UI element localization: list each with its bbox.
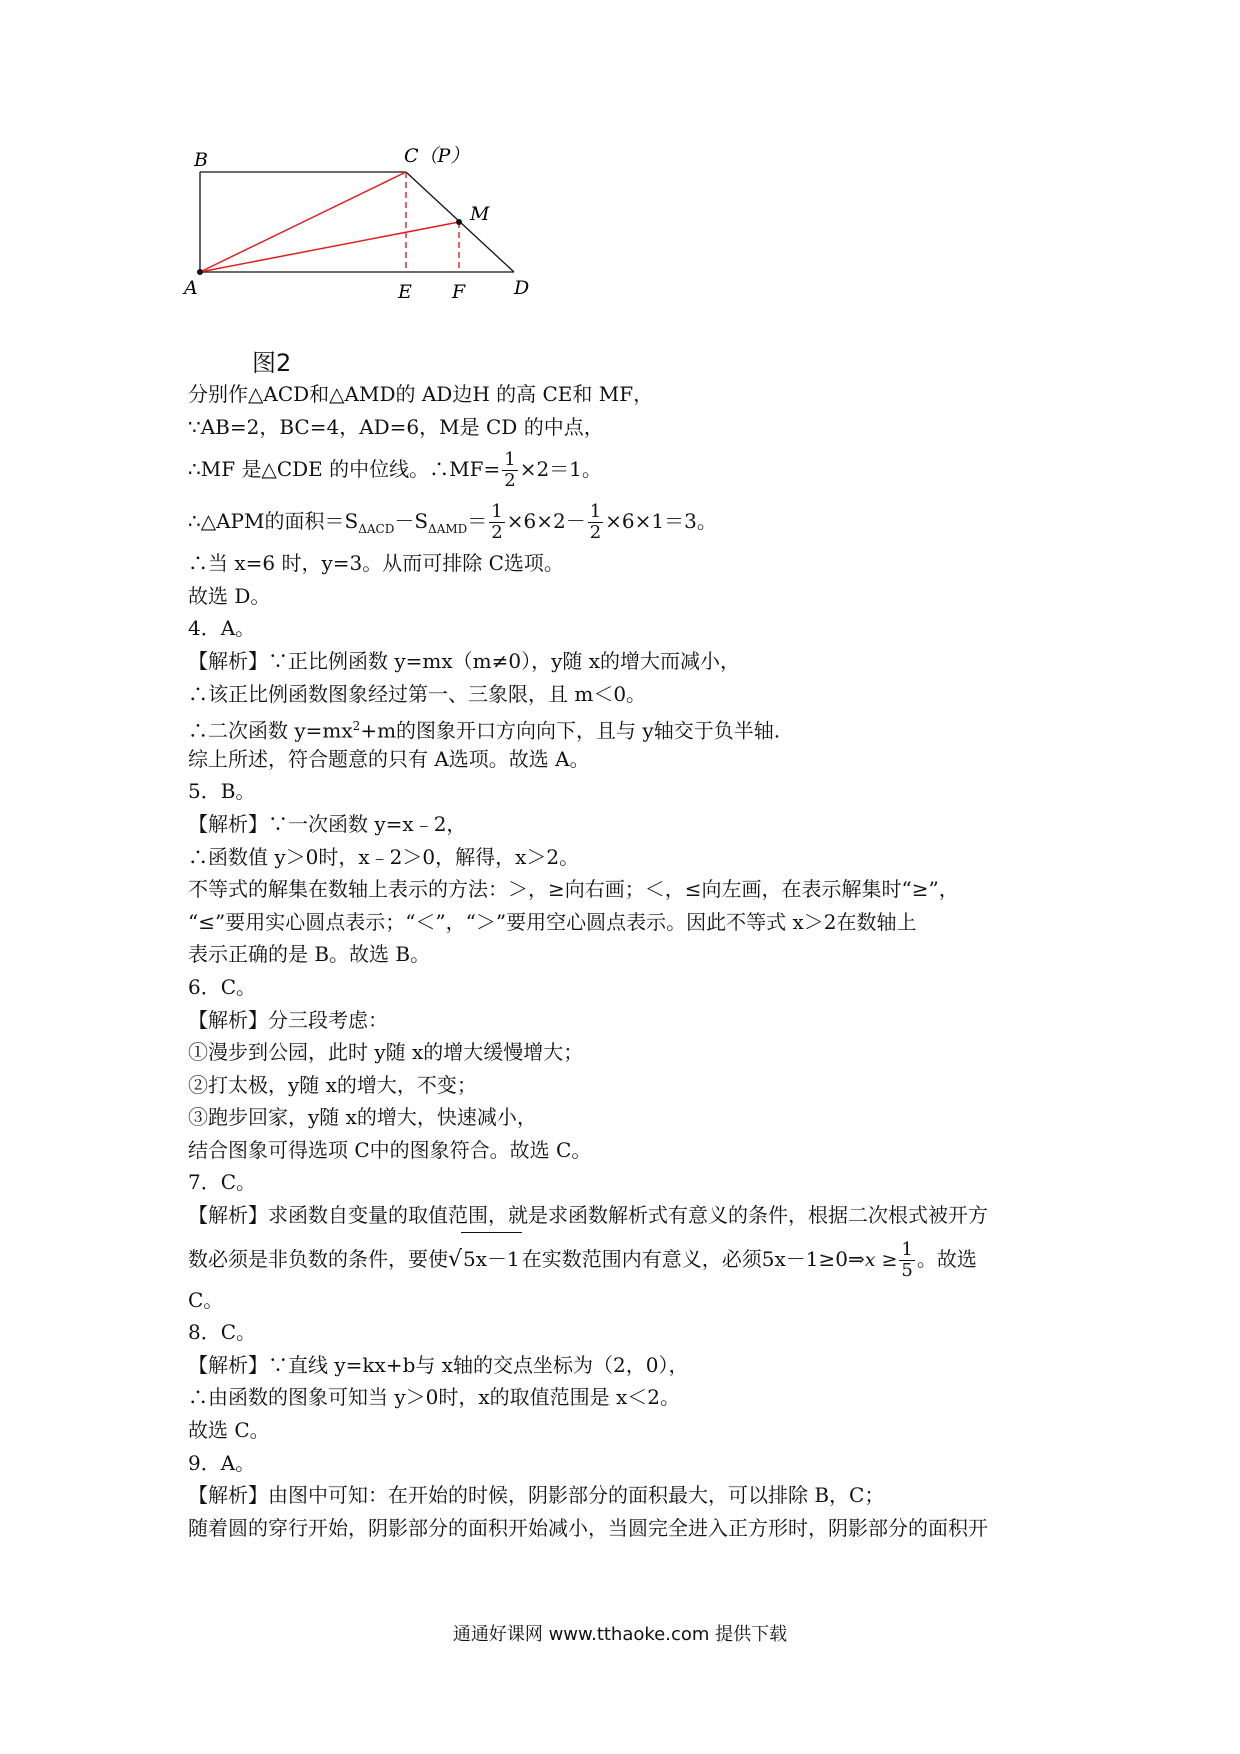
text-line: 不等式的解集在数轴上表示的方法：＞，≥向右画；＜，≤向左画，在表示解集时“≥”， bbox=[188, 877, 959, 902]
text-fragment: ∴MF 是△CDE 的中位线。∴MF= bbox=[188, 457, 501, 482]
text-line: 分别作△ACD和△AMD的 AD边H 的高 CE和 MF， bbox=[188, 382, 654, 406]
text-line: 综上所述，符合题意的只有 A选项。故选 A。 bbox=[188, 746, 590, 771]
label-A: A bbox=[184, 277, 198, 299]
text-line: 【解析】∵一次函数 y=x﹣2， bbox=[188, 811, 467, 836]
solution-text bbox=[188, 378, 1068, 1544]
text-fragment: x ≥ bbox=[864, 1248, 898, 1271]
text-line: ∴当 x=6 时，y=3。从而可排除 C选项。 bbox=[188, 551, 564, 576]
text-line: ③跑步回家，y随 x的增大，快速减小， bbox=[188, 1105, 537, 1130]
fraction-fifth bbox=[899, 1240, 914, 1281]
text-line: 随着圆的穿行开始，阴影部分的面积开始减小，当圆完全进入正方形时，阴影部分的面积开 bbox=[188, 1515, 988, 1540]
text-line: 4．A。 bbox=[188, 616, 256, 641]
point-M bbox=[456, 219, 462, 225]
subscript: ΔAMD bbox=[428, 522, 468, 537]
text-fragment: +m的图象开口方向向下，且与 y轴交于负半轴. bbox=[360, 718, 781, 743]
text-fragment: 。故选 bbox=[916, 1246, 977, 1271]
text-line: 故选 D。 bbox=[188, 583, 271, 608]
label-E: E bbox=[398, 281, 412, 303]
text-fragment: ×6×1＝3。 bbox=[605, 509, 717, 534]
text-line: ①漫步到公园，此时 y随 x的增大缓慢增大； bbox=[188, 1040, 584, 1065]
text-line: 6．C。 bbox=[188, 974, 257, 999]
denominator: 2 bbox=[491, 522, 503, 544]
denominator: 2 bbox=[504, 470, 516, 492]
text-line: 9．A。 bbox=[188, 1450, 256, 1475]
text-line: ∵AB=2，BC=4，AD=6，M是 CD 的中点， bbox=[188, 414, 604, 439]
segment-AC bbox=[200, 172, 406, 272]
text-fragment: ×2＝1。 bbox=[519, 457, 602, 482]
fraction-half bbox=[502, 450, 517, 491]
text-fragment: 数必须是非负数的条件，要使 bbox=[188, 1246, 448, 1271]
text-line bbox=[188, 495, 1068, 547]
text-line: 【解析】分三段考虑： bbox=[188, 1007, 388, 1032]
text-fragment: ∴△APM的面积＝S bbox=[188, 509, 359, 534]
text-line: ∴该正比例函数图象经过第一、三象限，且 m＜0。 bbox=[188, 681, 647, 706]
text-fragment: 在实数范围内有意义，必须 bbox=[521, 1246, 762, 1271]
label-B: B bbox=[194, 149, 208, 171]
denominator: 2 bbox=[589, 522, 602, 544]
label-M: M bbox=[470, 203, 490, 225]
text-fragment: ∴二次函数 y=mx bbox=[188, 718, 353, 743]
text-fragment: ×6×2－ bbox=[506, 509, 586, 534]
denominator: 5 bbox=[901, 1259, 913, 1281]
text-line: 【解析】求函数自变量的取值范围，就是求函数解析式有意义的条件，根据二次根式被开方 bbox=[188, 1203, 988, 1228]
numerator: 1 bbox=[901, 1238, 913, 1260]
figure-caption: 图2 bbox=[252, 349, 292, 377]
text-fragment: 5x－1≥0⇒ bbox=[761, 1246, 865, 1271]
text-line: ∴函数值 y＞0时，x﹣2＞0，解得，x＞2。 bbox=[188, 844, 580, 869]
text-line: 结合图象可得选项 C中的图象符合。故选 C。 bbox=[188, 1137, 592, 1162]
page-footer: 通通好课网 www.tthaoke.com 提供下载 bbox=[452, 1624, 788, 1645]
text-line bbox=[188, 710, 1068, 743]
superscript: 2 bbox=[352, 719, 361, 734]
subscript: ΔACD bbox=[358, 522, 395, 537]
text-line: 故选 C。 bbox=[188, 1418, 270, 1443]
text-line: ∴由函数的图象可知当 y＞0时，x的取值范围是 x＜2。 bbox=[188, 1385, 681, 1410]
label-D: D bbox=[514, 277, 530, 299]
text-line: 8．C。 bbox=[188, 1320, 257, 1345]
text-line: 5．B。 bbox=[188, 779, 256, 804]
text-line: 【解析】∵正比例函数 y=mx（m≠0），y随 x的增大而减小， bbox=[188, 648, 741, 673]
text-fragment: －S bbox=[394, 509, 429, 534]
text-line: 【解析】∵直线 y=kx+b与 x轴的交点坐标为（2，0）， bbox=[188, 1352, 689, 1377]
text-line: ②打太极，y随 x的增大，不变； bbox=[188, 1072, 477, 1097]
text-line: “≤”要用实心圆点表示；“＜”，“＞”要用空心圆点表示。因此不等式 x＞2在数轴上 bbox=[188, 909, 917, 934]
segment-AM bbox=[200, 222, 459, 272]
text-line: 7．C。 bbox=[188, 1170, 257, 1195]
numerator: 1 bbox=[589, 501, 602, 523]
numerator: 1 bbox=[504, 449, 516, 471]
text-line: C。 bbox=[188, 1287, 224, 1312]
label-C: C（P） bbox=[404, 145, 470, 167]
text-line: 【解析】由图中可知：在开始的时候，阴影部分的面积最大，可以排除 B，C； bbox=[188, 1483, 885, 1508]
point-A bbox=[197, 269, 203, 275]
numerator: 1 bbox=[491, 501, 503, 523]
text-line bbox=[188, 1232, 1068, 1284]
fraction-half bbox=[588, 502, 603, 543]
fraction-half bbox=[489, 502, 504, 543]
text-fragment: ＝ bbox=[467, 509, 488, 534]
radical-sign: √ bbox=[448, 1246, 463, 1272]
radicand: 5x－1 bbox=[461, 1232, 522, 1285]
text-line: 表示正确的是 B。故选 B。 bbox=[188, 942, 431, 967]
text-line bbox=[188, 443, 1068, 495]
label-F: F bbox=[452, 281, 466, 303]
